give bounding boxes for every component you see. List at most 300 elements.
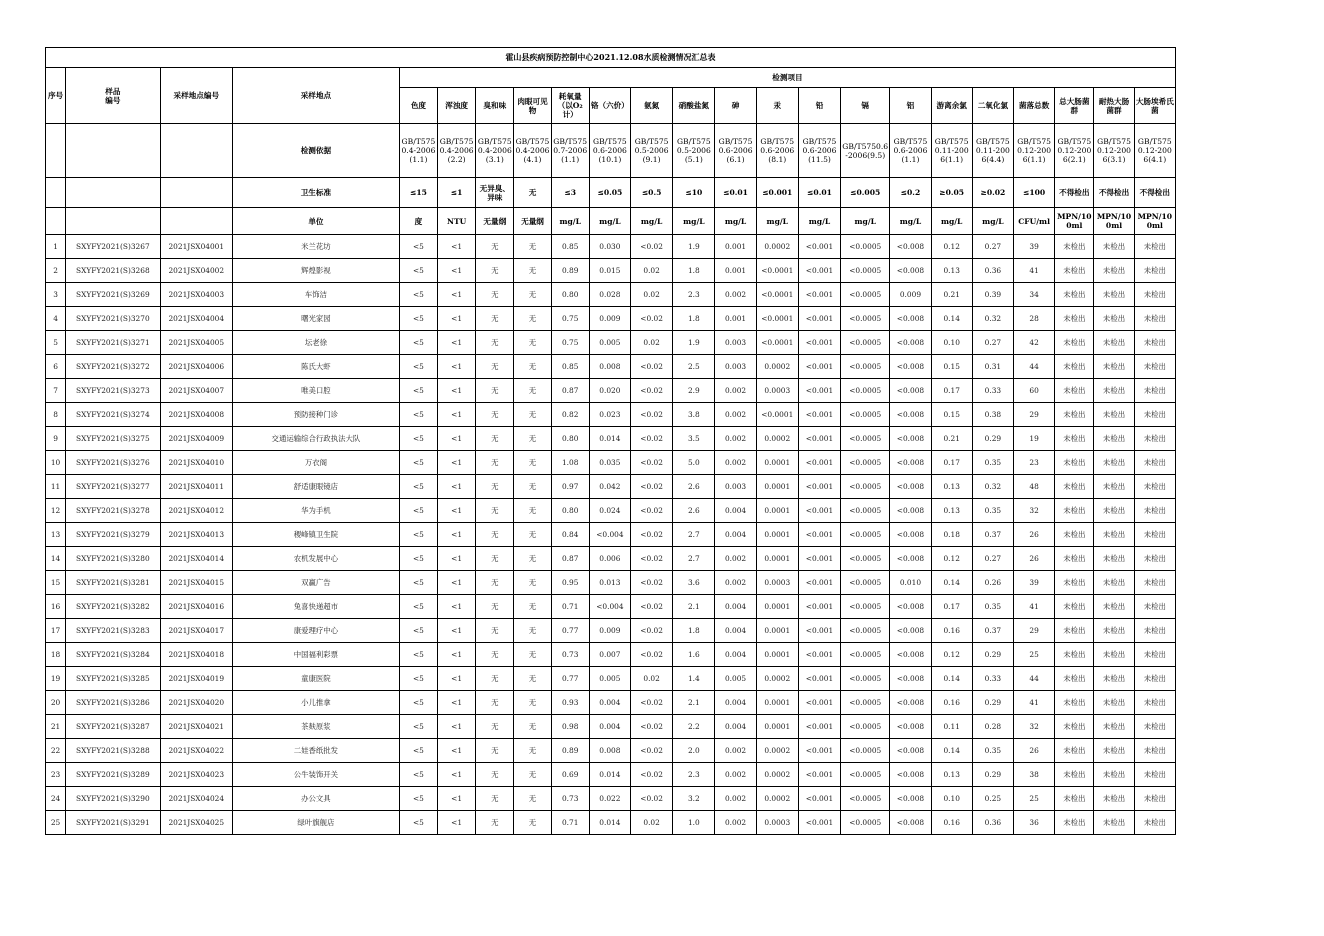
site-code-cell: 2021JSX04013 [160,523,232,547]
result-cell: <0.0001 [756,283,798,307]
blank-cell [160,124,232,178]
row-seq: 1 [46,235,66,259]
result-cell: 44 [1014,667,1055,691]
sample-no-cell: SXYFY2021(S)3283 [66,619,161,643]
result-cell: <0.001 [798,427,840,451]
result-cell: 0.12 [931,235,972,259]
site-code-cell: 2021JSX04007 [160,379,232,403]
result-cell: 未检出 [1094,475,1134,499]
row-seq: 19 [46,667,66,691]
result-cell: <0.0001 [756,307,798,331]
result-cell: 未检出 [1134,739,1175,763]
result-cell: <1 [438,523,476,547]
result-cell: <1 [438,403,476,427]
result-cell: 无 [476,379,514,403]
unit-cell: mg/L [798,208,840,235]
result-cell: 0.005 [589,331,630,355]
result-cell: 未检出 [1094,595,1134,619]
result-cell: 0.001 [715,235,756,259]
result-cell: 未检出 [1134,763,1175,787]
result-cell: 无 [476,403,514,427]
result-cell: <0.0005 [841,763,890,787]
result-cell: 3.6 [673,571,715,595]
standard-cell: 不得检出 [1055,178,1094,208]
result-cell: <0.02 [631,643,673,667]
result-cell: 0.14 [931,739,972,763]
result-cell: 0.12 [931,547,972,571]
item-header: 二氧化氯 [972,88,1013,124]
result-cell: <0.001 [798,691,840,715]
result-cell: 未检出 [1134,811,1175,835]
result-cell: 1.8 [673,307,715,331]
result-cell: 0.31 [972,355,1013,379]
table-row [46,499,1176,523]
result-cell: <0.008 [890,619,931,643]
result-cell: 0.0001 [756,643,798,667]
result-cell: 0.93 [551,691,589,715]
result-cell: 未检出 [1134,523,1175,547]
result-cell: 0.014 [589,811,630,835]
result-cell: 0.002 [715,283,756,307]
result-cell: 0.77 [551,667,589,691]
result-cell: 0.002 [715,571,756,595]
result-cell: 未检出 [1055,763,1094,787]
result-cell: 无 [476,451,514,475]
standard-cell: ≤15 [399,178,437,208]
blank-cell [66,208,161,235]
result-cell: 26 [1014,547,1055,571]
site-name-cell: 万衣阁 [232,451,399,475]
result-cell: 0.85 [551,355,589,379]
item-header: 耐热大肠菌群 [1094,88,1134,124]
site-name-cell: 米兰花坊 [232,235,399,259]
row-seq: 8 [46,403,66,427]
sample-no-cell: SXYFY2021(S)3286 [66,691,161,715]
result-cell: 0.35 [972,451,1013,475]
site-code-cell: 2021JSX04020 [160,691,232,715]
result-cell: 0.80 [551,427,589,451]
unit-cell: mg/L [972,208,1013,235]
result-cell: 未检出 [1094,715,1134,739]
result-cell: <0.0005 [841,427,890,451]
standard-cell: ≤100 [1014,178,1055,208]
site-code-cell: 2021JSX04008 [160,403,232,427]
result-cell: <5 [399,259,437,283]
result-cell: 0.02 [631,283,673,307]
result-cell: 未检出 [1094,667,1134,691]
result-cell: 无 [514,283,551,307]
item-header: 铝 [890,88,931,124]
result-cell: <0.001 [798,619,840,643]
row-seq: 3 [46,283,66,307]
table-row [46,763,1176,787]
result-cell: <0.001 [798,379,840,403]
result-cell: 0.38 [972,403,1013,427]
result-cell: 0.0001 [756,499,798,523]
result-cell: 0.97 [551,475,589,499]
result-cell: 0.85 [551,235,589,259]
result-cell: 2.3 [673,283,715,307]
result-cell: 无 [514,307,551,331]
result-cell: 0.002 [715,427,756,451]
row-seq: 13 [46,523,66,547]
result-cell: <1 [438,787,476,811]
result-cell: 0.39 [972,283,1013,307]
water-quality-table [45,47,1176,835]
result-cell: 0.004 [715,643,756,667]
result-cell: 41 [1014,691,1055,715]
result-cell: <0.008 [890,547,931,571]
result-cell: 0.80 [551,499,589,523]
result-cell: 0.0002 [756,355,798,379]
result-cell: <5 [399,451,437,475]
site-name-cell: 二娃香纸批发 [232,739,399,763]
result-cell: 0.10 [931,787,972,811]
result-cell: 0.0001 [756,595,798,619]
result-cell: <0.001 [798,667,840,691]
result-cell: <1 [438,691,476,715]
result-cell: 0.002 [715,787,756,811]
result-cell: <1 [438,667,476,691]
result-cell: 未检出 [1094,763,1134,787]
result-cell: 0.030 [589,235,630,259]
standard-label: 卫生标准 [232,178,399,208]
result-cell: 32 [1014,715,1055,739]
result-cell: 无 [476,643,514,667]
result-cell: <0.004 [589,595,630,619]
site-name-cell: 坛老徐 [232,331,399,355]
result-cell: <1 [438,715,476,739]
result-cell: 0.0001 [756,691,798,715]
result-cell: <0.001 [798,715,840,739]
site-code-cell: 2021JSX04011 [160,475,232,499]
standard-cell: ≤0.001 [756,178,798,208]
unit-cell: mg/L [631,208,673,235]
table-row [46,595,1176,619]
result-cell: <0.008 [890,403,931,427]
result-cell: <0.001 [798,643,840,667]
result-cell: <0.008 [890,715,931,739]
blank-cell [46,178,66,208]
result-cell: 无 [514,259,551,283]
result-cell: 无 [514,715,551,739]
result-cell: 0.77 [551,619,589,643]
unit-cell: 度 [399,208,437,235]
table-row [46,451,1176,475]
result-cell: 无 [514,499,551,523]
sample-no-cell: SXYFY2021(S)3281 [66,571,161,595]
result-cell: 无 [514,427,551,451]
basis-cell: GB/T5750.12-2006(2.1) [1055,124,1094,178]
result-cell: <0.0005 [841,403,890,427]
result-cell: 41 [1014,595,1055,619]
site-code-cell: 2021JSX04016 [160,595,232,619]
result-cell: <0.0005 [841,379,890,403]
item-header: 镉 [841,88,890,124]
result-cell: 0.004 [715,715,756,739]
basis-cell: GB/T5750.4-2006(2.2) [438,124,476,178]
result-cell: 无 [476,283,514,307]
result-cell: 0.36 [972,811,1013,835]
result-cell: 未检出 [1094,739,1134,763]
item-header: 铅 [798,88,840,124]
result-cell: 0.008 [589,739,630,763]
result-cell: <5 [399,787,437,811]
result-cell: 未检出 [1094,523,1134,547]
result-cell: 0.002 [715,811,756,835]
result-cell: 0.002 [715,547,756,571]
item-header: 大肠埃希氏菌 [1134,88,1175,124]
result-cell: <5 [399,595,437,619]
result-cell: <1 [438,451,476,475]
row-seq: 11 [46,475,66,499]
result-cell: 未检出 [1094,499,1134,523]
sample-no-cell: SXYFY2021(S)3279 [66,523,161,547]
result-cell: <0.0005 [841,619,890,643]
site-name-cell: 绿叶旗舰店 [232,811,399,835]
result-cell: 无 [514,667,551,691]
result-cell: 0.17 [931,379,972,403]
standard-cell: ≤0.01 [798,178,840,208]
result-cell: 0.015 [589,259,630,283]
result-cell: 0.004 [715,619,756,643]
result-cell: <0.008 [890,787,931,811]
result-cell: <0.0005 [841,787,890,811]
header-group: 检测项目 [399,68,1175,88]
basis-cell: GB/T5750.11-2006(4.4) [972,124,1013,178]
row-seq: 24 [46,787,66,811]
table-row [46,307,1176,331]
sample-no-cell: SXYFY2021(S)3282 [66,595,161,619]
result-cell: <0.0005 [841,667,890,691]
sample-no-cell: SXYFY2021(S)3272 [66,355,161,379]
sample-no-cell: SXYFY2021(S)3290 [66,787,161,811]
sample-no-cell: SXYFY2021(S)3278 [66,499,161,523]
sample-no-cell: SXYFY2021(S)3276 [66,451,161,475]
result-cell: <1 [438,307,476,331]
result-cell: 0.32 [972,475,1013,499]
result-cell: 0.004 [589,715,630,739]
result-cell: 1.4 [673,667,715,691]
result-cell: <0.02 [631,739,673,763]
result-cell: <0.008 [890,331,931,355]
result-cell: 34 [1014,283,1055,307]
result-cell: <0.0005 [841,691,890,715]
result-cell: 未检出 [1134,331,1175,355]
result-cell: <0.02 [631,403,673,427]
result-cell: 0.042 [589,475,630,499]
result-cell: 0.006 [589,547,630,571]
basis-cell: GB/T5750.4-2006(1.1) [399,124,437,178]
item-header: 砷 [715,88,756,124]
result-cell: 0.02 [631,259,673,283]
site-code-cell: 2021JSX04023 [160,763,232,787]
result-cell: <0.001 [798,763,840,787]
result-cell: <1 [438,595,476,619]
standard-cell: ≤0.5 [631,178,673,208]
result-cell: 未检出 [1134,259,1175,283]
sample-no-cell: SXYFY2021(S)3268 [66,259,161,283]
result-cell: 1.9 [673,331,715,355]
row-seq: 18 [46,643,66,667]
result-cell: 0.14 [931,667,972,691]
item-header: 硝酸盐氮 [673,88,715,124]
result-cell: 未检出 [1055,355,1094,379]
result-cell: <0.02 [631,451,673,475]
result-cell: 0.36 [972,259,1013,283]
result-cell: <0.008 [890,811,931,835]
result-cell: <0.001 [798,403,840,427]
table-row [46,427,1176,451]
result-cell: 未检出 [1055,475,1094,499]
row-seq: 25 [46,811,66,835]
result-cell: 无 [514,595,551,619]
result-cell: 2.7 [673,523,715,547]
result-cell: 无 [476,499,514,523]
item-header: 菌落总数 [1014,88,1055,124]
site-code-cell: 2021JSX04001 [160,235,232,259]
result-cell: 0.0002 [756,427,798,451]
site-name-cell: 农机发展中心 [232,547,399,571]
result-cell: 23 [1014,451,1055,475]
row-seq: 22 [46,739,66,763]
result-cell: 3.2 [673,787,715,811]
sample-no-cell: SXYFY2021(S)3271 [66,331,161,355]
row-seq: 9 [46,427,66,451]
standard-cell: ≤0.01 [715,178,756,208]
result-cell: <0.02 [631,307,673,331]
standard-cell: ≤3 [551,178,589,208]
site-name-cell: 小儿推拿 [232,691,399,715]
result-cell: 无 [476,763,514,787]
sample-no-cell: SXYFY2021(S)3280 [66,547,161,571]
row-seq: 6 [46,355,66,379]
standard-cell: 无异臭、异味 [476,178,514,208]
standard-cell: ≤0.2 [890,178,931,208]
result-cell: 未检出 [1055,595,1094,619]
result-cell: 42 [1014,331,1055,355]
result-cell: 无 [476,523,514,547]
result-cell: <0.008 [890,763,931,787]
basis-cell: GB/T5750.4-2006(4.1) [514,124,551,178]
blank-cell [160,178,232,208]
table-row [46,787,1176,811]
result-cell: 无 [476,571,514,595]
result-cell: 未检出 [1134,667,1175,691]
result-cell: 0.0001 [756,523,798,547]
result-cell: <0.0005 [841,523,890,547]
result-cell: 0.13 [931,475,972,499]
site-name-cell: 舒适康眼镜店 [232,475,399,499]
result-cell: <5 [399,523,437,547]
result-cell: <0.0005 [841,643,890,667]
result-cell: 0.13 [931,499,972,523]
result-cell: 未检出 [1055,307,1094,331]
blank-cell [46,208,66,235]
result-cell: 0.003 [715,355,756,379]
result-cell: 3.8 [673,403,715,427]
result-cell: 0.02 [631,667,673,691]
result-cell: 0.024 [589,499,630,523]
result-cell: 无 [514,691,551,715]
result-cell: 未检出 [1134,619,1175,643]
standard-cell: ≥0.02 [972,178,1013,208]
result-cell: 0.71 [551,595,589,619]
result-cell: 无 [476,427,514,451]
result-cell: <1 [438,811,476,835]
result-cell: 0.27 [972,235,1013,259]
result-cell: 无 [514,811,551,835]
sample-no-cell: SXYFY2021(S)3270 [66,307,161,331]
table-row [46,811,1176,835]
result-cell: <0.0005 [841,739,890,763]
result-cell: <0.008 [890,451,931,475]
result-cell: 0.33 [972,667,1013,691]
basis-cell: GB/T5750.4-2006(3.1) [476,124,514,178]
result-cell: <0.0005 [841,283,890,307]
result-cell: 无 [476,739,514,763]
result-cell: <1 [438,427,476,451]
result-cell: <0.0001 [756,403,798,427]
result-cell: <5 [399,475,437,499]
result-cell: 无 [476,715,514,739]
result-cell: 0.007 [589,643,630,667]
result-cell: 0.023 [589,403,630,427]
header-site: 采样地点 [232,68,399,124]
result-cell: <0.004 [589,523,630,547]
result-cell: <1 [438,379,476,403]
result-cell: 3.5 [673,427,715,451]
result-cell: <5 [399,691,437,715]
result-cell: <5 [399,547,437,571]
result-cell: 36 [1014,811,1055,835]
result-cell: 0.29 [972,427,1013,451]
result-cell: 未检出 [1055,283,1094,307]
unit-cell: mg/L [841,208,890,235]
result-cell: 未检出 [1055,739,1094,763]
unit-label: 单位 [232,208,399,235]
standard-cell: ≤0.005 [841,178,890,208]
table-row [46,571,1176,595]
result-cell: 0.013 [589,571,630,595]
site-code-cell: 2021JSX04017 [160,619,232,643]
result-cell: 未检出 [1094,451,1134,475]
result-cell: 0.0002 [756,739,798,763]
result-cell: <1 [438,547,476,571]
table-title: 霍山县疾病预防控制中心2021.12.08水质检测情况汇总表 [46,48,1176,68]
site-name-cell: 童康医院 [232,667,399,691]
result-cell: 未检出 [1055,259,1094,283]
site-name-cell: 陈氏大虾 [232,355,399,379]
result-cell: 0.004 [715,499,756,523]
row-seq: 7 [46,379,66,403]
result-cell: 未检出 [1055,403,1094,427]
result-cell: 未检出 [1055,499,1094,523]
result-cell: 19 [1014,427,1055,451]
result-cell: 0.21 [931,283,972,307]
result-cell: 未检出 [1055,715,1094,739]
result-cell: <0.0005 [841,307,890,331]
site-code-cell: 2021JSX04022 [160,739,232,763]
result-cell: 无 [514,379,551,403]
result-cell: <0.001 [798,523,840,547]
result-cell: <0.02 [631,619,673,643]
table-row [46,355,1176,379]
result-cell: <0.008 [890,235,931,259]
result-cell: 无 [476,307,514,331]
result-cell: <1 [438,571,476,595]
table-row [46,715,1176,739]
